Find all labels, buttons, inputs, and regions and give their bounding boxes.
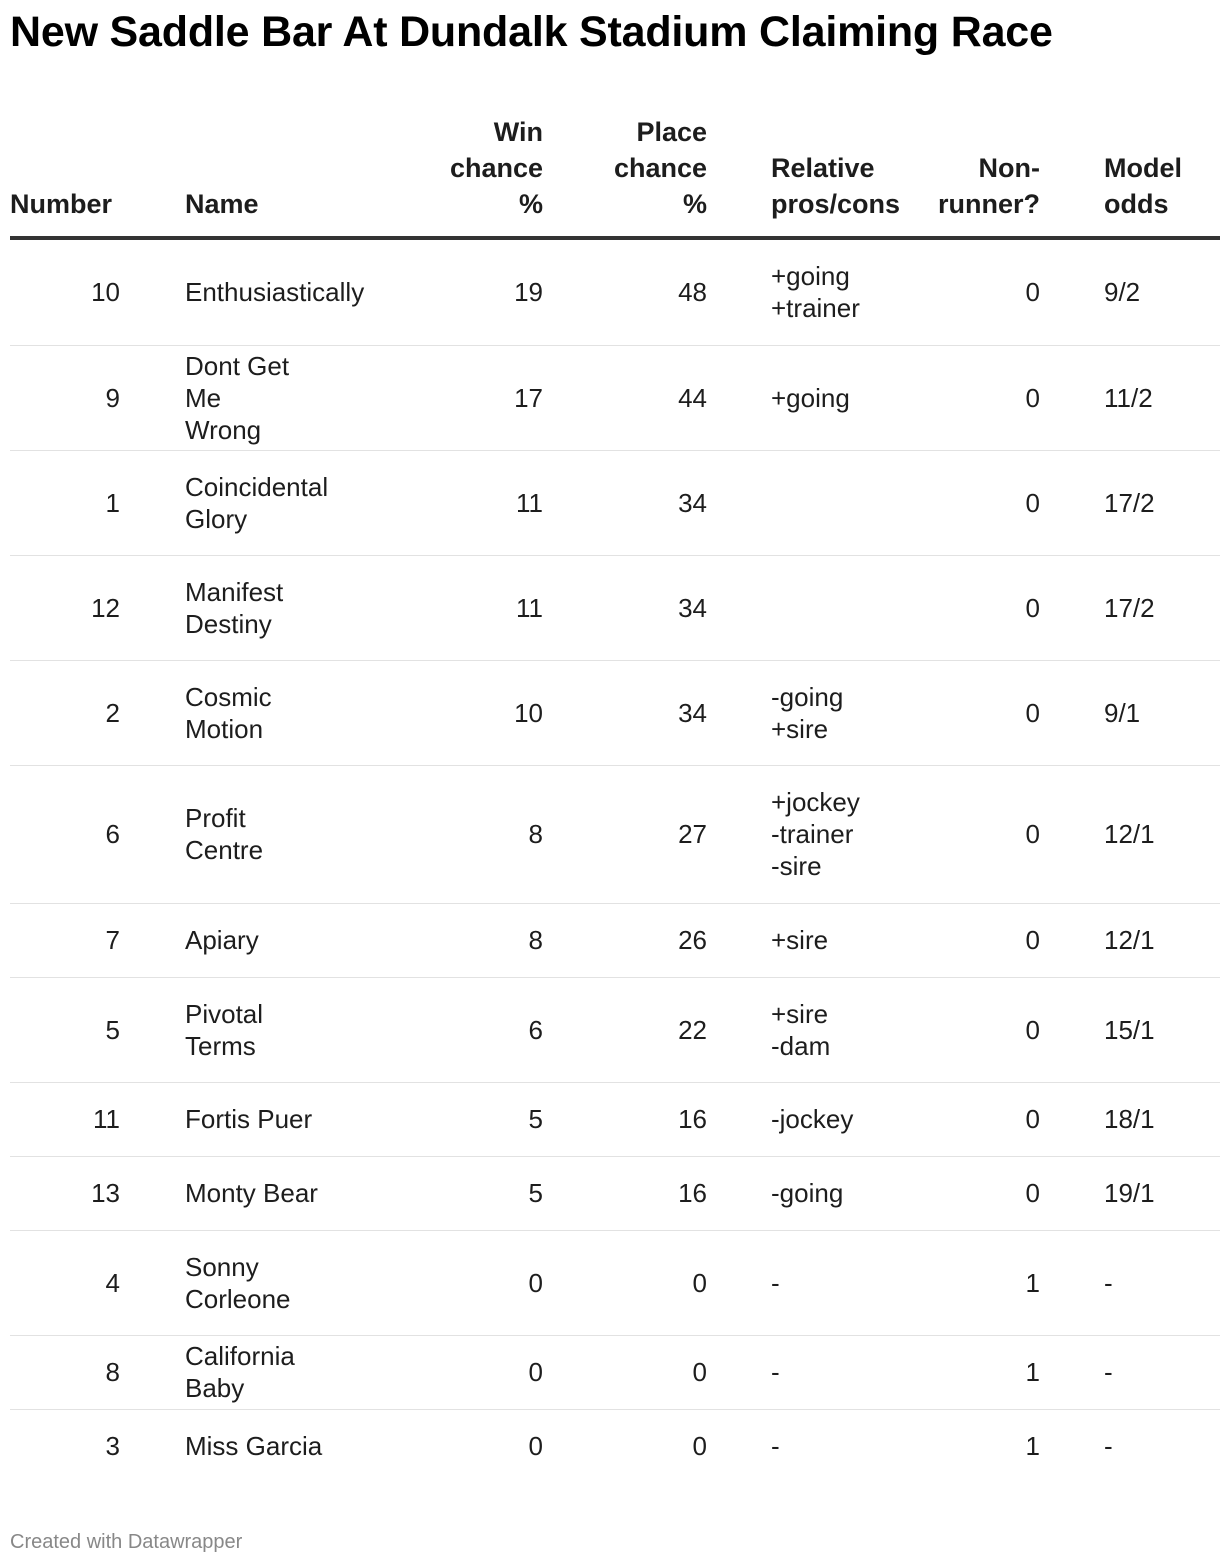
header-model-odds[interactable]: Model odds <box>1040 110 1220 238</box>
cell-win-chance: 5 <box>325 1156 543 1230</box>
cell-place-chance: 0 <box>543 1335 707 1409</box>
table-row <box>10 1230 1220 1335</box>
header-win-chance[interactable]: Win chance % <box>325 110 543 238</box>
cell-name: Profit Centre <box>120 765 325 903</box>
cell-win-chance: 0 <box>325 1335 543 1409</box>
cell-place-chance: 34 <box>543 555 707 660</box>
cell-number: 2 <box>10 660 120 765</box>
cell-number: 8 <box>10 1335 120 1409</box>
cell-model-odds: 19/1 <box>1040 1156 1220 1230</box>
table-body <box>10 238 1220 1483</box>
cell-non-runner: 0 <box>893 903 1040 977</box>
cell-relative-pros-cons: - <box>771 1431 780 1462</box>
cell-win-chance: 19 <box>325 238 543 345</box>
cell-relative-pros-cons: +going +trainer <box>707 238 893 345</box>
footer-credit: Created with Datawrapper <box>10 1531 243 1553</box>
race-table <box>10 110 1220 1483</box>
table-row <box>10 660 1220 765</box>
cell-relative-pros-cons: -going +sire <box>707 660 893 765</box>
cell-win-chance: 10 <box>325 660 543 765</box>
cell-name: Dont Get Me Wrong <box>120 345 325 450</box>
table-row <box>10 1082 1220 1156</box>
race-table-container <box>10 110 1220 1483</box>
cell-win-chance: 5 <box>325 1082 543 1156</box>
cell-win-chance: 0 <box>528 1431 543 1462</box>
cell-non-runner: 1 <box>1025 1431 1040 1462</box>
cell-place-chance: 22 <box>543 977 707 1082</box>
cell-model-odds: 18/1 <box>1040 1082 1220 1156</box>
cell-number: 9 <box>10 345 120 450</box>
cell-model-odds: - <box>1040 1230 1220 1335</box>
cell-number: 12 <box>10 555 120 660</box>
cell-name: Pivotal Terms <box>120 977 325 1082</box>
cell-number: 4 <box>10 1230 120 1335</box>
header-name[interactable]: Name <box>120 110 325 238</box>
cell-number: 6 <box>10 765 120 903</box>
cell-relative-pros-cons: +going <box>707 345 893 450</box>
cell-non-runner: 1 <box>893 1230 1040 1335</box>
cell-relative-pros-cons <box>707 555 893 660</box>
cell-relative-pros-cons: -going <box>707 1156 893 1230</box>
cell-name: Fortis Puer <box>120 1082 325 1156</box>
cell-number: 11 <box>10 1082 120 1156</box>
cell-model-odds: 12/1 <box>1040 903 1220 977</box>
table-row <box>10 450 1220 555</box>
cell-non-runner: 0 <box>893 977 1040 1082</box>
cell-win-chance: 6 <box>325 977 543 1082</box>
cell-model-odds: 12/1 <box>1040 765 1220 903</box>
cell-model-odds: 17/2 <box>1040 555 1220 660</box>
cell-place-chance: 0 <box>692 1431 707 1462</box>
cell-number: 13 <box>10 1156 120 1230</box>
cell-place-chance: 34 <box>543 450 707 555</box>
cell-number: 1 <box>10 450 120 555</box>
cell-relative-pros-cons: +sire -dam <box>707 977 893 1082</box>
cell-model-odds: - <box>1104 1431 1113 1462</box>
header-number[interactable]: Number <box>10 110 120 238</box>
cell-non-runner: 0 <box>893 238 1040 345</box>
cell-place-chance: 27 <box>543 765 707 903</box>
cell-number: 5 <box>10 977 120 1082</box>
header-non-runner[interactable]: Non- runner? <box>893 110 1040 238</box>
cell-model-odds: 11/2 <box>1040 345 1220 450</box>
cell-win-chance: 8 <box>325 765 543 903</box>
cell-non-runner: 0 <box>893 345 1040 450</box>
cell-name: Coincidental Glory <box>120 450 325 555</box>
cell-model-odds: 9/2 <box>1040 238 1220 345</box>
cell-non-runner: 0 <box>893 555 1040 660</box>
cell-relative-pros-cons: - <box>707 1230 893 1335</box>
cell-model-odds: 9/1 <box>1040 660 1220 765</box>
cell-win-chance: 17 <box>325 345 543 450</box>
table-row <box>10 1156 1220 1230</box>
cell-place-chance: 16 <box>543 1156 707 1230</box>
cell-non-runner: 0 <box>893 1156 1040 1230</box>
cell-model-odds: 15/1 <box>1040 977 1220 1082</box>
table-row <box>10 903 1220 977</box>
cell-place-chance: 44 <box>543 345 707 450</box>
cell-number: 10 <box>10 238 120 345</box>
cell-non-runner: 0 <box>893 1082 1040 1156</box>
table-row <box>10 977 1220 1082</box>
cell-name: Apiary <box>120 903 325 977</box>
cell-number: 7 <box>10 903 120 977</box>
header-relative-pros-cons[interactable]: Relative pros/cons <box>707 110 893 238</box>
cell-relative-pros-cons: -jockey <box>707 1082 893 1156</box>
cell-model-odds: - <box>1040 1335 1220 1409</box>
table-row <box>10 1409 1220 1483</box>
table-row <box>10 1335 1220 1409</box>
cell-win-chance: 8 <box>325 903 543 977</box>
cell-place-chance: 0 <box>543 1230 707 1335</box>
cell-win-chance: 11 <box>325 450 543 555</box>
cell-name: Sonny Corleone <box>120 1230 325 1335</box>
chart-title: New Saddle Bar At Dundalk Stadium Claiming Race <box>10 8 1053 56</box>
cell-relative-pros-cons: - <box>707 1335 893 1409</box>
cell-non-runner: 0 <box>893 660 1040 765</box>
cell-name: Cosmic Motion <box>120 660 325 765</box>
cell-non-runner: 0 <box>893 450 1040 555</box>
table-row <box>10 765 1220 903</box>
cell-place-chance: 16 <box>543 1082 707 1156</box>
cell-name: Enthusiastically <box>120 238 325 345</box>
table-header-row <box>10 110 1220 238</box>
cell-relative-pros-cons: +jockey -trainer -sire <box>707 765 893 903</box>
cell-non-runner: 0 <box>893 765 1040 903</box>
cell-number: 3 <box>105 1431 120 1462</box>
table-row <box>10 238 1220 345</box>
cell-name: Miss Garcia <box>185 1431 323 1462</box>
cell-relative-pros-cons: +sire <box>707 903 893 977</box>
cell-non-runner: 1 <box>893 1335 1040 1409</box>
cell-place-chance: 34 <box>543 660 707 765</box>
cell-place-chance: 26 <box>543 903 707 977</box>
cell-win-chance: 11 <box>325 555 543 660</box>
table-row <box>10 555 1220 660</box>
cell-name: California Baby <box>120 1335 325 1409</box>
cell-win-chance: 0 <box>325 1230 543 1335</box>
cell-name: Manifest Destiny <box>120 555 325 660</box>
header-place-chance[interactable]: Place chance % <box>543 110 707 238</box>
cell-name: Monty Bear <box>120 1156 325 1230</box>
cell-relative-pros-cons <box>707 450 893 555</box>
cell-model-odds: 17/2 <box>1040 450 1220 555</box>
cell-place-chance: 48 <box>543 238 707 345</box>
table-row <box>10 345 1220 450</box>
